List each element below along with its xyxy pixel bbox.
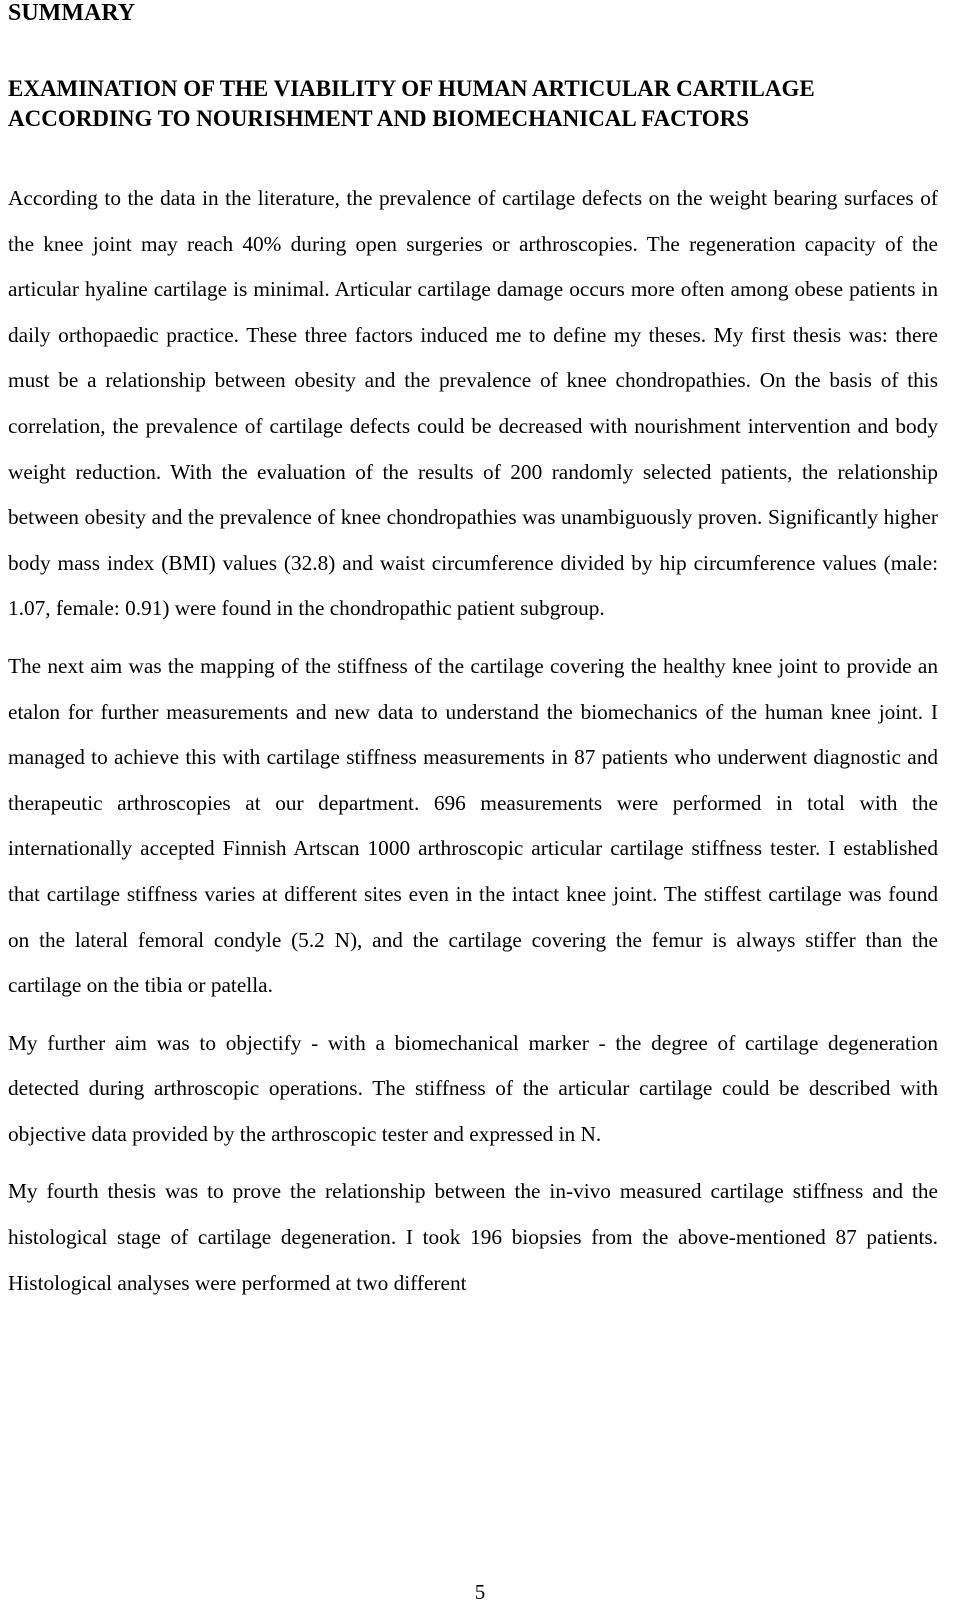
- section-heading: SUMMARY: [8, 0, 136, 26]
- paragraph-1: According to the data in the literature, the prevalence of cartilage defects on the weight bearing surfaces of the knee joint may reach 40% during open surgeries or arthroscopies. The regeneration capacity of the articular hyaline cartilage is minimal. Articular cartilage damage occurs more often among obese patients in daily orthopaedic practice. These three factors induced me to define my theses. My first thesis was: there must be a relationship between obesity and the prevalence of knee chondropathies. On the basis of this correlation, the prevalence of cartilage defects could be decreased with nourishment intervention and body weight reduction. With the evaluation of the results of 200 randomly selected patients, the relationship between obesity and the prevalence of knee chondropathies was unambiguously proven. Significantly higher body mass index (BMI) values (32.8) and waist circumference divided by hip circumference values (male: 1.07, female: 0.91) were found in the chondropathic patient subgroup.: [8, 186, 938, 621]
- page-number: 5: [474, 1580, 486, 1604]
- paragraph-2: The next aim was the mapping of the stiffness of the cartilage covering the healthy knee joint to provide an etalon for further measurements and new data to understand the biomechanics of the human knee joint. I managed to achieve this with cartilage stiffness measurements in 87 patients who underwent diagnostic and therapeutic arthroscopies at our department. 696 measurements were performed in total with the internationally accepted Finnish Artscan 1000 arthroscopic articular cartilage stiffness tester. I established that cartilage stiffness varies at different sites even in the intact knee joint. The stiffest cartilage was found on the lateral femoral condyle (5.2 N), and the cartilage covering the femur is always stiffer than the cartilage on the tibia or patella.: [8, 653, 938, 998]
- paragraph-4: My fourth thesis was to prove the relationship between the in-vivo measured cartilage stiffness and the histological stage of cartilage degeneration. I took 196 biopsies from the above-mentioned 87 patients. Histological analyses were performed at two different: [8, 1179, 938, 1295]
- paragraph-3: My further aim was to objectify - with a biomechanical marker - the degree of cartilage degeneration detected during arthroscopic operations. The stiffness of the articular cartilage could be described with objective data provided by the arthroscopic tester and expressed in N.: [8, 1030, 938, 1146]
- body-text: [8, 176, 938, 1318]
- document-title: EXAMINATION OF THE VIABILITY OF HUMAN ARTICULAR CARTILAGE ACCORDING TO NOURISHMENT AND BIOMECHANICAL FACTORS: [8, 76, 815, 131]
